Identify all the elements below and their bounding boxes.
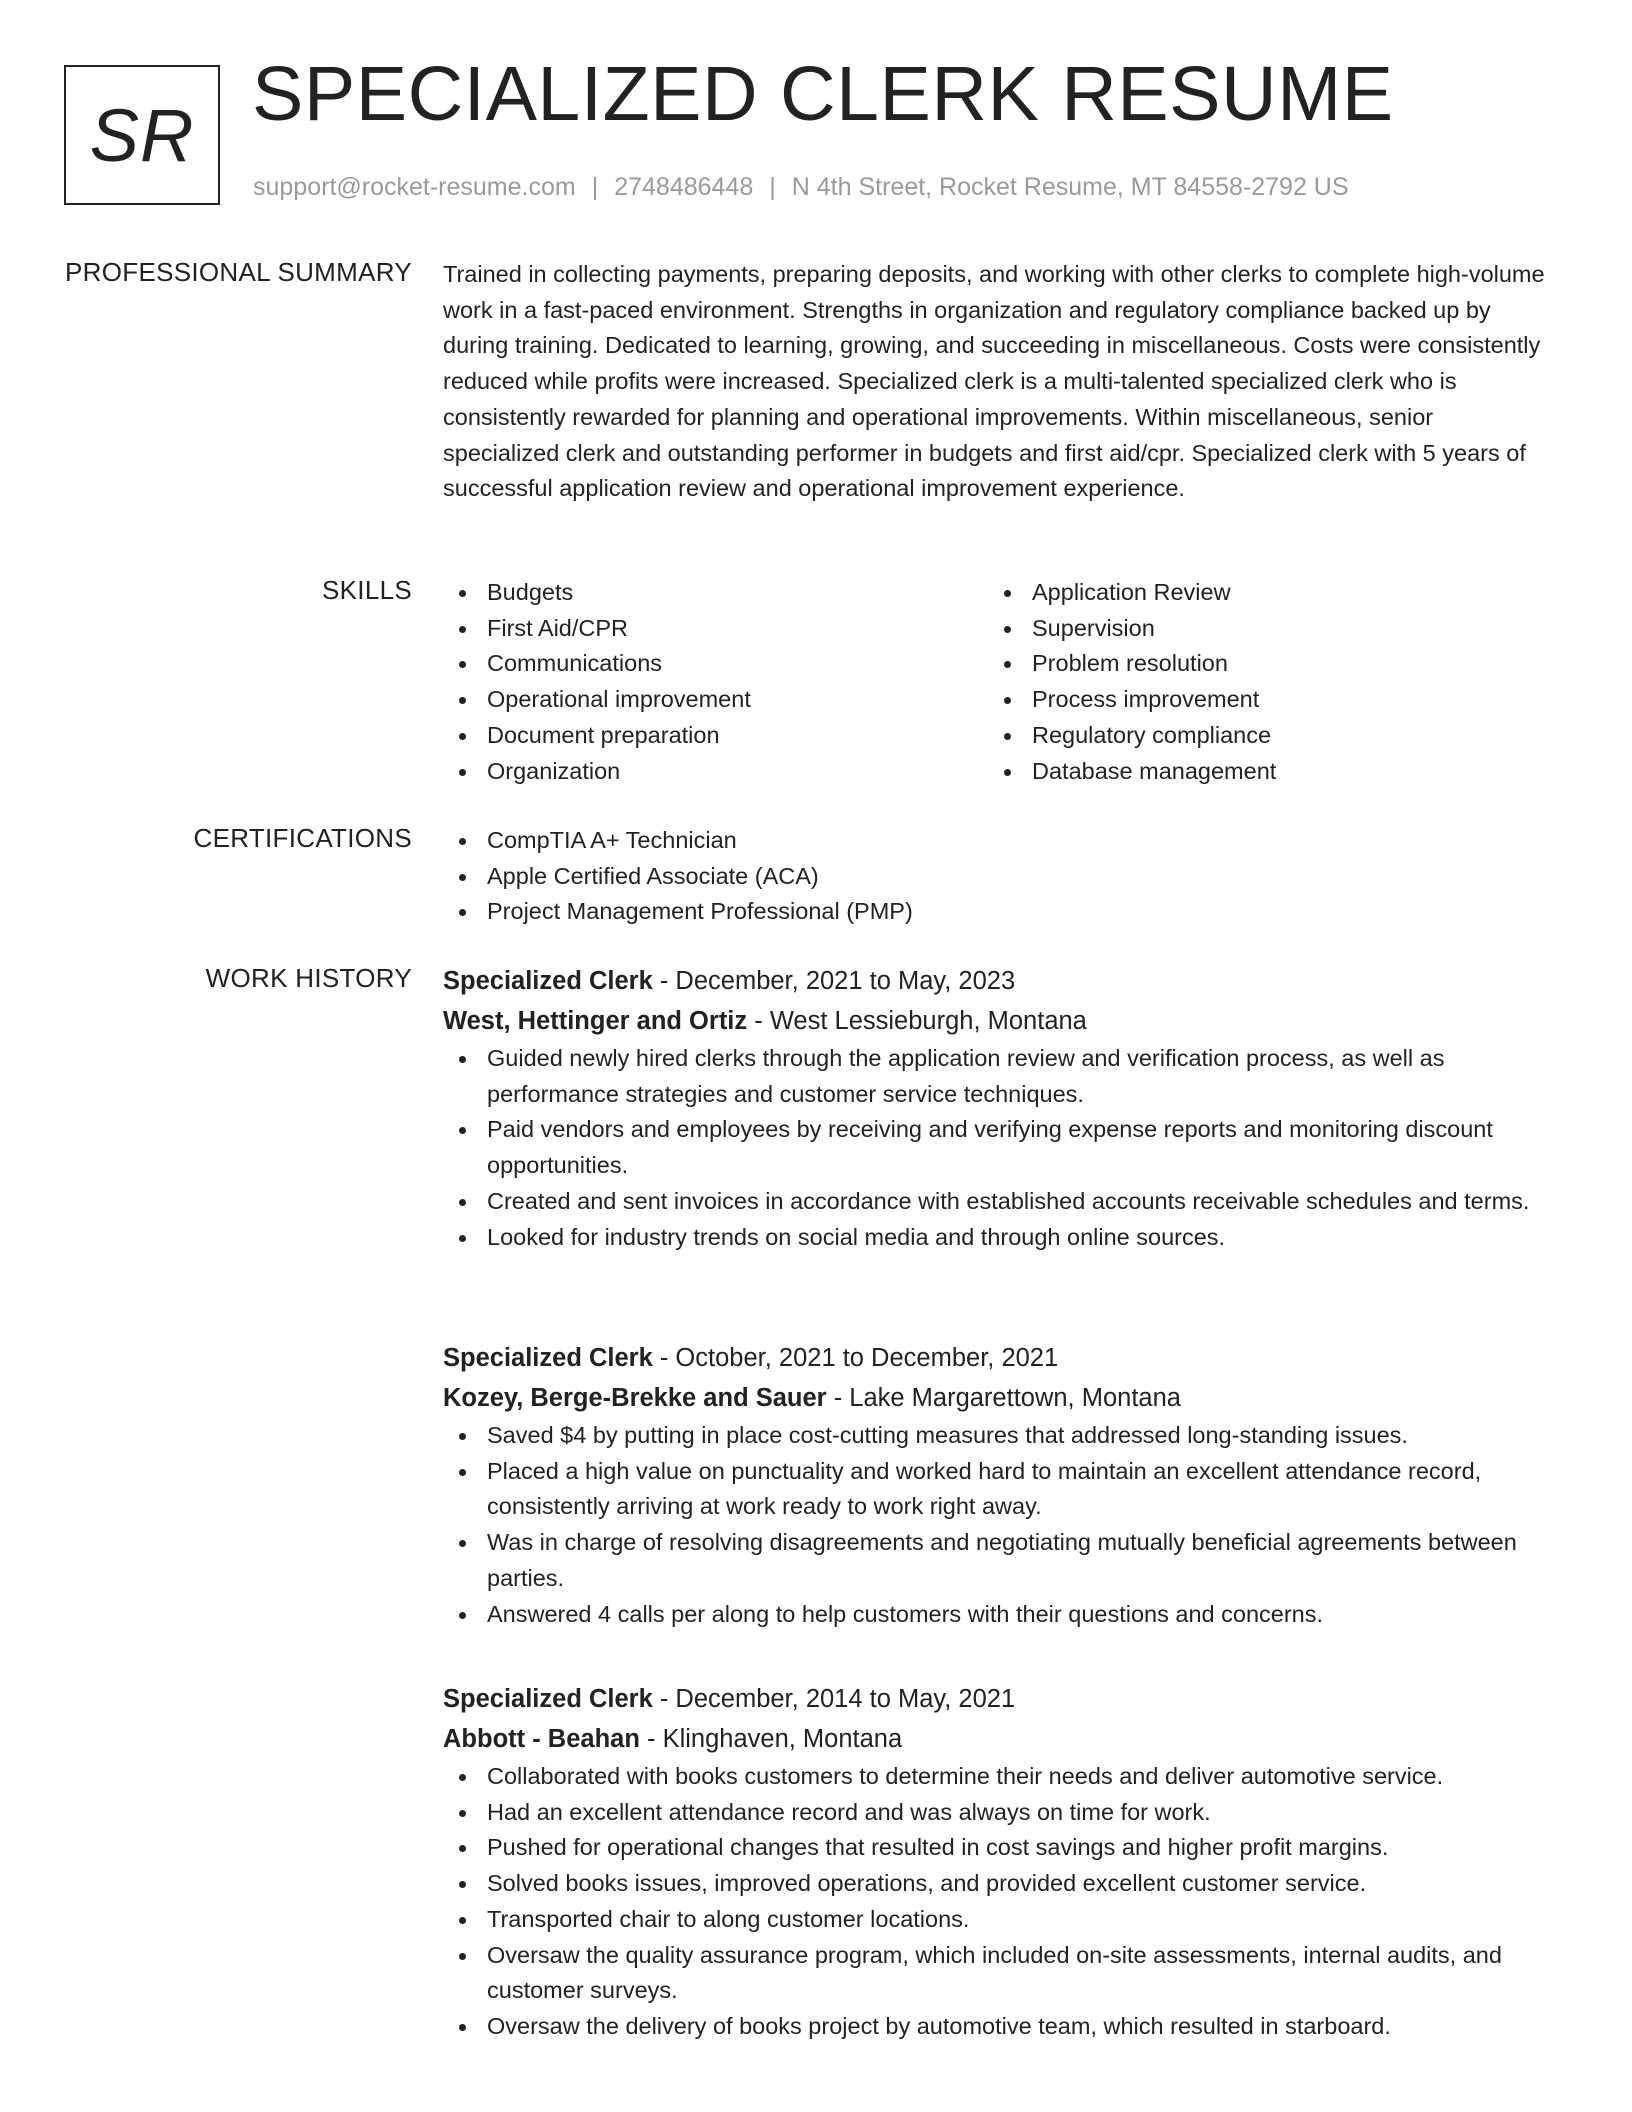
job-company-line bbox=[443, 1378, 1553, 1418]
job-dates: - October, 2021 to December, 2021 bbox=[652, 1344, 1059, 1372]
job-entry bbox=[443, 1338, 1553, 1632]
job-title-line bbox=[443, 961, 1553, 1001]
certifications-heading: CERTIFICATIONS bbox=[193, 823, 412, 853]
skill-item: Operational improvement bbox=[443, 682, 988, 718]
skill-item: Budgets bbox=[443, 575, 988, 611]
job-company-line bbox=[443, 1719, 1553, 1759]
job-duty-item: Placed a high value on punctuality and worked hard to maintain an excellent attendance record, consistently arriving at work ready to work right away. bbox=[443, 1454, 1553, 1525]
job-entry bbox=[443, 961, 1553, 1255]
job-company: Abbott - Beahan bbox=[443, 1725, 640, 1753]
job-duty-item: Oversaw the delivery of books project by automotive team, which resulted in starboard. bbox=[443, 2009, 1553, 2045]
job-company: West, Hettinger and Ortiz bbox=[443, 1007, 748, 1035]
job-location: - Klinghaven, Montana bbox=[639, 1725, 903, 1753]
skills-body bbox=[443, 575, 1553, 789]
contact-separator: | bbox=[769, 173, 776, 201]
skill-item: Application Review bbox=[988, 575, 1533, 611]
work-history-heading: WORK HISTORY bbox=[205, 963, 412, 993]
contact-address: N 4th Street, Rocket Resume, MT 84558-2792 US bbox=[791, 173, 1349, 201]
job-duties-list bbox=[443, 1418, 1553, 1632]
job-duty-item: Answered 4 calls per along to help customers with their questions and concerns. bbox=[443, 1597, 1553, 1633]
resume-title: SPECIALIZED CLERK RESUME bbox=[252, 51, 1394, 137]
skill-item: Process improvement bbox=[988, 682, 1533, 718]
certifications-body bbox=[443, 823, 1553, 930]
job-duty-item: Saved $4 by putting in place cost-cutting measures that addressed long-standing issues. bbox=[443, 1418, 1553, 1454]
skill-item: Supervision bbox=[988, 611, 1533, 647]
job-entry bbox=[443, 1679, 1553, 2045]
skill-item: Document preparation bbox=[443, 718, 988, 754]
job-duty-item: Was in charge of resolving disagreements and negotiating mutually beneficial agreements between parties. bbox=[443, 1525, 1553, 1596]
skill-item: Communications bbox=[443, 646, 988, 682]
job-title-line bbox=[443, 1679, 1553, 1719]
monogram-badge: SR bbox=[64, 65, 220, 205]
job-title: Specialized Clerk bbox=[443, 967, 653, 995]
job-dates: - December, 2014 to May, 2021 bbox=[652, 1685, 1016, 1713]
job-duty-item: Paid vendors and employees by receiving and verifying expense reports and monitoring discount opportunities. bbox=[443, 1112, 1553, 1183]
job-title-line bbox=[443, 1338, 1553, 1378]
job-company-line bbox=[443, 1001, 1553, 1041]
skills-heading: SKILLS bbox=[322, 575, 412, 605]
summary-heading: PROFESSIONAL SUMMARY bbox=[65, 257, 412, 287]
contact-separator: | bbox=[591, 173, 599, 201]
job-title: Specialized Clerk bbox=[443, 1344, 653, 1372]
skill-item: First Aid/CPR bbox=[443, 611, 988, 647]
skill-item: Regulatory compliance bbox=[988, 718, 1533, 754]
job-duty-item: Collaborated with books customers to determine their needs and deliver automotive service. bbox=[443, 1759, 1553, 1795]
skill-item: Problem resolution bbox=[988, 646, 1533, 682]
summary-text: Trained in collecting payments, preparing deposits, and working with other clerks to complete high-volume work in a fast-paced environment. Strengths in organization and regulatory compliance backed up by during training. Dedicated to learning, growing, and succeeding in miscellaneous. Costs were consistently reduced while profits were increased. Specialized clerk is a multi-talented specialized clerk who is consistently rewarded for planning and operational improvements. Within miscellaneous, senior specialized clerk and outstanding performer in budgets and first aid/cpr. Specialized clerk with 5 years of successful application review and operational improvement experience. bbox=[443, 261, 1545, 502]
certification-item: Apple Certified Associate (ACA) bbox=[443, 859, 1553, 895]
job-duty-item: Oversaw the quality assurance program, which included on-site assessments, internal audits, and customer surveys. bbox=[443, 1938, 1553, 2009]
certifications-list bbox=[443, 823, 1553, 930]
job-duty-item: Had an excellent attendance record and was always on time for work. bbox=[443, 1795, 1553, 1831]
skill-item: Organization bbox=[443, 754, 988, 790]
contact-line bbox=[253, 173, 1349, 202]
job-company: Kozey, Berge-Brekke and Sauer bbox=[443, 1384, 827, 1412]
skills-list-left bbox=[443, 575, 988, 789]
job-duty-item: Transported chair to along customer locations. bbox=[443, 1902, 1553, 1938]
job-dates: - December, 2021 to May, 2023 bbox=[652, 967, 1016, 995]
job-title: Specialized Clerk bbox=[443, 1685, 653, 1713]
contact-phone: 2748486448 bbox=[614, 173, 754, 201]
job-duty-item: Solved books issues, improved operations, and provided excellent customer service. bbox=[443, 1866, 1553, 1902]
contact-email: support@rocket-resume.com bbox=[253, 173, 576, 201]
certification-item: CompTIA A+ Technician bbox=[443, 823, 1553, 859]
certification-item: Project Management Professional (PMP) bbox=[443, 894, 1553, 930]
job-location: - West Lessieburgh, Montana bbox=[747, 1007, 1087, 1035]
job-duty-item: Guided newly hired clerks through the application review and verification process, as well as performance strategies and customer service techniques. bbox=[443, 1041, 1553, 1112]
job-duties-list bbox=[443, 1041, 1553, 1255]
job-location: - Lake Margarettown, Montana bbox=[826, 1384, 1181, 1412]
skills-list-right bbox=[988, 575, 1533, 789]
skill-item: Database management bbox=[988, 754, 1533, 790]
job-duties-list bbox=[443, 1759, 1553, 2045]
job-duty-item: Pushed for operational changes that resulted in cost savings and higher profit margins. bbox=[443, 1830, 1553, 1866]
job-duty-item: Looked for industry trends on social media and through online sources. bbox=[443, 1220, 1553, 1256]
summary-body bbox=[443, 257, 1553, 507]
job-duty-item: Created and sent invoices in accordance with established accounts receivable schedules and terms. bbox=[443, 1184, 1553, 1220]
